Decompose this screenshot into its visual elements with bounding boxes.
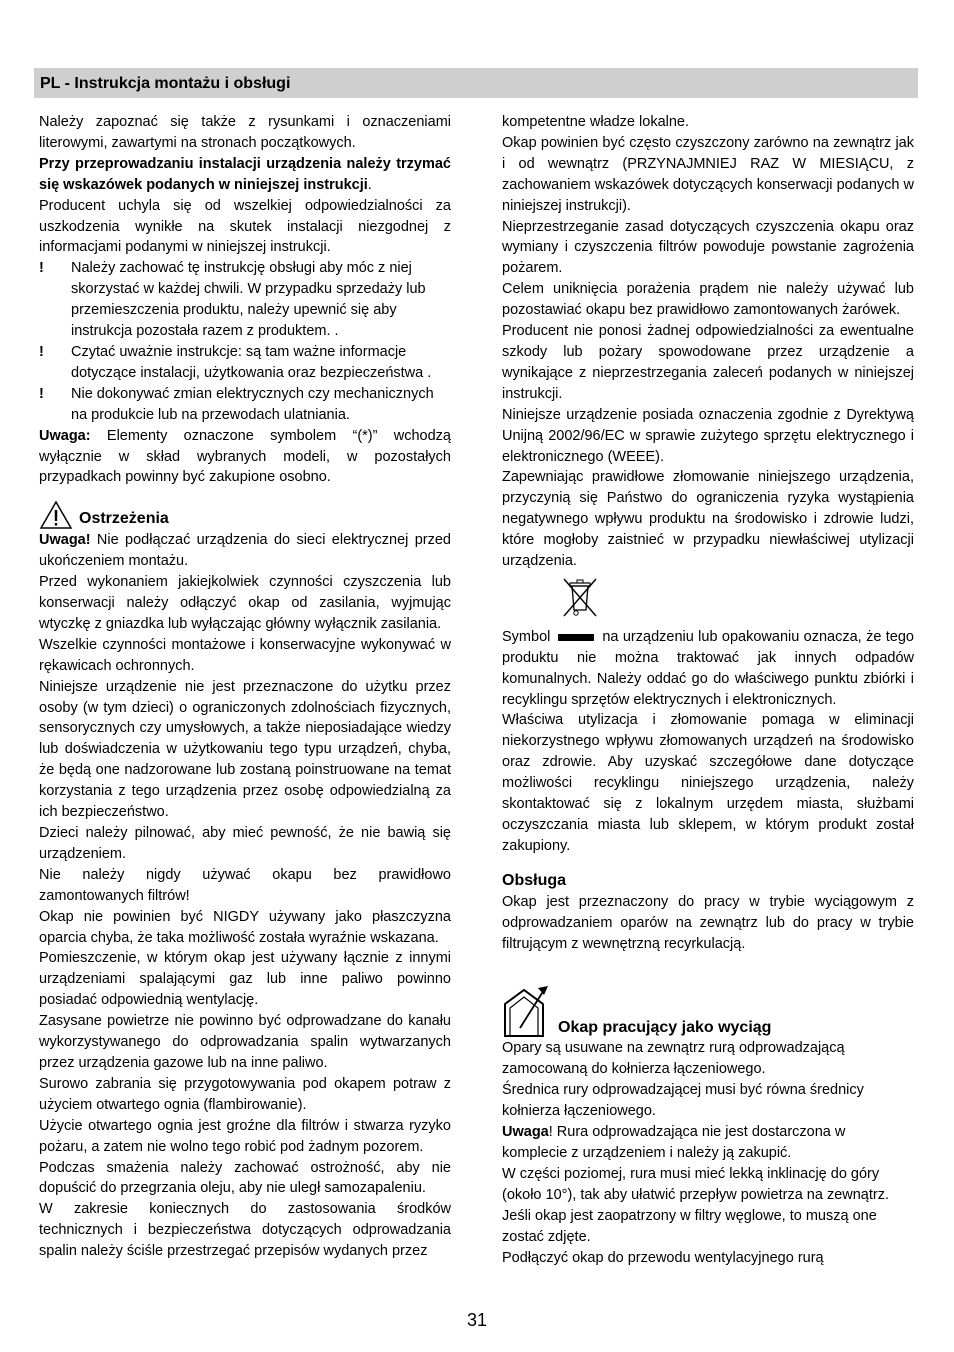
- paragraph: kompetentne władze lokalne.: [502, 114, 690, 130]
- paragraph: Uwaga! Rura odprowadzająca nie jest dostarczona w komplecie z urządzeniem i należy ją zakupić.: [502, 1124, 846, 1161]
- paragraph: Przed wykonaniem jakiejkolwiek czynności czyszczenia lub konserwacji należy odłączyć okap od zasilania, wyjmując wtyczkę z gniazdka lub wyłączając główny wyłącznik zasilania.: [39, 574, 451, 632]
- section-header-bar: [34, 68, 918, 98]
- note-label: Uwaga:: [39, 427, 91, 444]
- paragraph: Zapewniając prawidłowe złomowanie niniejszego urządzenia, przyczynią się Państwo do ograniczenia ryzyka wystąpienia negatywnego wpływu produktu na środowisko i zdrowie ludzi, które mogłoby zaistnieć w przypadku niewłaściwej utylizacji urządzenia.: [502, 469, 914, 570]
- warning-item: ! Należy zachować tę instrukcję obsługi aby móc z niej skorzystać w każdej chwili. W przypadku sprzedaży lub przemieszczenia produktu, należy upewnić się aby instrukcja pozostała razem z produktem. .: [39, 260, 426, 340]
- paragraph: Średnica rury odprowadzającej musi być równa średnicy kołnierza łączeniowego.: [502, 1082, 864, 1120]
- warning-triangle-icon: [39, 500, 73, 530]
- page-title: PL - Instrukcja montażu i obsługi: [40, 75, 291, 92]
- paragraph: Okap nie powinien być NIGDY używany jako płaszczyzna oparcia chyba, że taka możliwość została wyraźnie wskazana.: [39, 908, 451, 946]
- paragraph: Surowo zabrania się przygotowywania pod okapem potraw z użyciem otwartego ognia (flambirowanie).: [39, 1075, 451, 1113]
- paragraph: Nie należy nigdy używać okapu bez prawidłowo zamontowanych filtrów!: [39, 866, 451, 904]
- section-heading-obsluga: Obsługa: [502, 871, 567, 889]
- paragraph: Podłączyć okap do przewodu wentylacyjnego rurą: [502, 1249, 824, 1266]
- warning-item: ! Nie dokonywać zmian elektrycznych czy mechanicznych na produkcie lub na przewodach ulatniania.: [39, 385, 434, 423]
- warning-item: ! Czytać uważnie instrukcje: są tam ważne informacje dotyczące instalacji, użytkowania oraz bezpieczeństwa .: [39, 343, 432, 381]
- paragraph: Symbol na urządzeniu lub opakowaniu oznacza, że tego produktu nie można traktować jak innych odpadów komunalnych. Należy oddać go do właściwego punktu zbiórki i recyklingu sprzętów elektrycznych i elektronicznych.: [502, 628, 914, 708]
- paragraph: Użycie otwartego ognia jest groźne dla filtrów i stwarza ryzyko pożaru, a zatem nie wolno tego robić pod żadnym pozorem.: [39, 1117, 451, 1155]
- paragraph: Nieprzestrzeganie zasad dotyczących czyszczenia okapu oraz wymiany i czyszczenia filtrów powoduje powstanie zagrożenia pożarem.: [502, 218, 914, 277]
- paragraph: Uwaga: Elementy oznaczone symbolem “(*)” wchodzą wyłącznie w skład wybranych modeli, w pozostałych przypadkach powinny być zakupione osobno.: [39, 427, 451, 486]
- note-label: Uwaga: [502, 1124, 549, 1141]
- paragraph: Pomieszczenie, w którym okap jest używany łącznie z innymi urządzeniami spalającymi gaz lub inne paliwo powinno posiadać odpowiednią wentylację.: [39, 950, 451, 1009]
- bold-text: Przy przeprowadzaniu instalacji urządzenia należy trzymać się wskazówek podanych w niniejszej instrukcji: [39, 155, 451, 193]
- page-number: 31: [466, 1310, 488, 1330]
- paragraph: Okap powinien być często czyszczony zarówno na zewnątrz jak i od wewnątrz (PRZYNAJMNIEJ RAZ W MIESIĄCU, z zachowaniem wskazówek dotyczących konserwacji podanych w niniejszej instrukcji).: [502, 134, 914, 214]
- exclamation-mark: !: [39, 260, 44, 277]
- weee-bar-icon: [558, 634, 594, 641]
- paragraph: Uwaga! Nie podłączać urządzenia do sieci elektrycznej przed ukończeniem montażu.: [39, 532, 451, 570]
- paragraph: W części poziomej, rura musi mieć lekką inklinację do góry (około 10°), tak aby ułatwić przepływ powietrza na zewnątrz.: [502, 1165, 889, 1203]
- section-heading-exhaust: Okap pracujący jako wyciąg: [502, 984, 914, 1038]
- right-column: [502, 112, 914, 1268]
- paragraph: Zasysane powietrze nie powinno być odprowadzane do kanału wykorzystywanego do odprowadzania spalin wytwarzanych przez urządzenia gazowe lub na inne paliwo.: [39, 1013, 451, 1071]
- left-column: [39, 112, 451, 1262]
- paragraph: Niniejsze urządzenie nie jest przeznaczone do użytku przez osoby (w tym dzieci) o ograniczonych zdolnościach fizycznych, sensorycznych czy umysłowych, a także nieposiadające wiedzy lub doświadczenia w użytkowaniu tego typu urządzeń, chyba, że będą one nadzorowane lub zostaną poinstruowane na temat korzystania z tego urządzenia przez osobę odpowiedzialną za ich bezpieczeństwo.: [39, 678, 451, 821]
- exclamation-mark: !: [39, 385, 44, 402]
- paragraph: Przy przeprowadzaniu instalacji urządzenia należy trzymać się wskazówek podanych w niniejszej instrukcji.: [39, 155, 451, 193]
- section-heading-warnings: Ostrzeżenia: [39, 500, 451, 530]
- house-exhaust-icon: [502, 984, 552, 1038]
- paragraph: Wszelkie czynności montażowe i konserwacyjne wykonywać w rękawicach ochronnych.: [39, 636, 451, 674]
- paragraph: Właściwa utylizacja i złomowanie pomaga w eliminacji niekorzystnego wpływu złomowanych urządzeń na środowisko oraz zdrowie. Aby uzyskać szczegółowe dane dotyczące możliwości recyklingu niniejszego urządzenia, należy skontaktować się z lokalnym urzędem miasta, służbami oczyszczania miasta lub sklepem, w którym produkt został zakupiony.: [502, 712, 914, 854]
- paragraph: Celem uniknięcia porażenia prądem nie należy używać lub pozostawiać okapu bez prawidłowo zamontowanych żarówek.: [502, 281, 914, 319]
- note-label: Uwaga!: [39, 532, 91, 549]
- paragraph: Niniejsze urządzenie posiada oznaczenia zgodnie z Dyrektywą Unijną 2002/96/EC w sprawie zużytego sprzętu elektrycznego i elektronicznego (WEEE).: [502, 406, 914, 465]
- exclamation-mark: !: [39, 343, 44, 360]
- paragraph: Producent uchyla się od wszelkiej odpowiedzialności za uszkodzenia wynikłe na skutek instalacji niezgodnej z informacjami podanymi w niniejszej instrukcji.: [39, 197, 451, 256]
- paragraph: Dzieci należy pilnować, aby mieć pewność, że nie bawią się urządzeniem.: [39, 825, 451, 862]
- paragraph: Producent nie ponosi żadnej odpowiedzialności za ewentualne szkody lub pożary spowodowane przez urządzenie a wynikające z nieprzestrzegania zaleceń podanych w niniejszej instrukcji.: [502, 323, 914, 402]
- weee-crossed-bin-icon: [558, 576, 914, 625]
- paragraph: W zakresie koniecznych do zastosowania środków technicznych i bezpieczeństwa dotyczących odprowadzania spalin należy ściśle przestrzegać przepisów wydanych przez: [39, 1201, 451, 1260]
- paragraph: Podczas smażenia należy zachować ostrożność, aby nie dopuścić do przegrzania oleju, aby nie uległ samozapaleniu.: [39, 1159, 451, 1197]
- paragraph: Opary są usuwane na zewnątrz rurą odprowadzającą zamocowaną do kołnierza łączeniowego.: [502, 1040, 845, 1078]
- paragraph: Okap jest przeznaczony do pracy w trybie wyciągowym z odprowadzaniem oparów na zewnątrz lub do pracy w trybie filtrującym z wewnętrzną recyrkulacją.: [502, 893, 914, 952]
- paragraph: Jeśli okap jest zaopatrzony w filtry węglowe, to muszą one zostać zdjęte.: [502, 1207, 877, 1245]
- paragraph: Należy zapoznać się także z rysunkami i oznaczeniami literowymi, zawartymi na stronach początkowych.: [39, 114, 451, 151]
